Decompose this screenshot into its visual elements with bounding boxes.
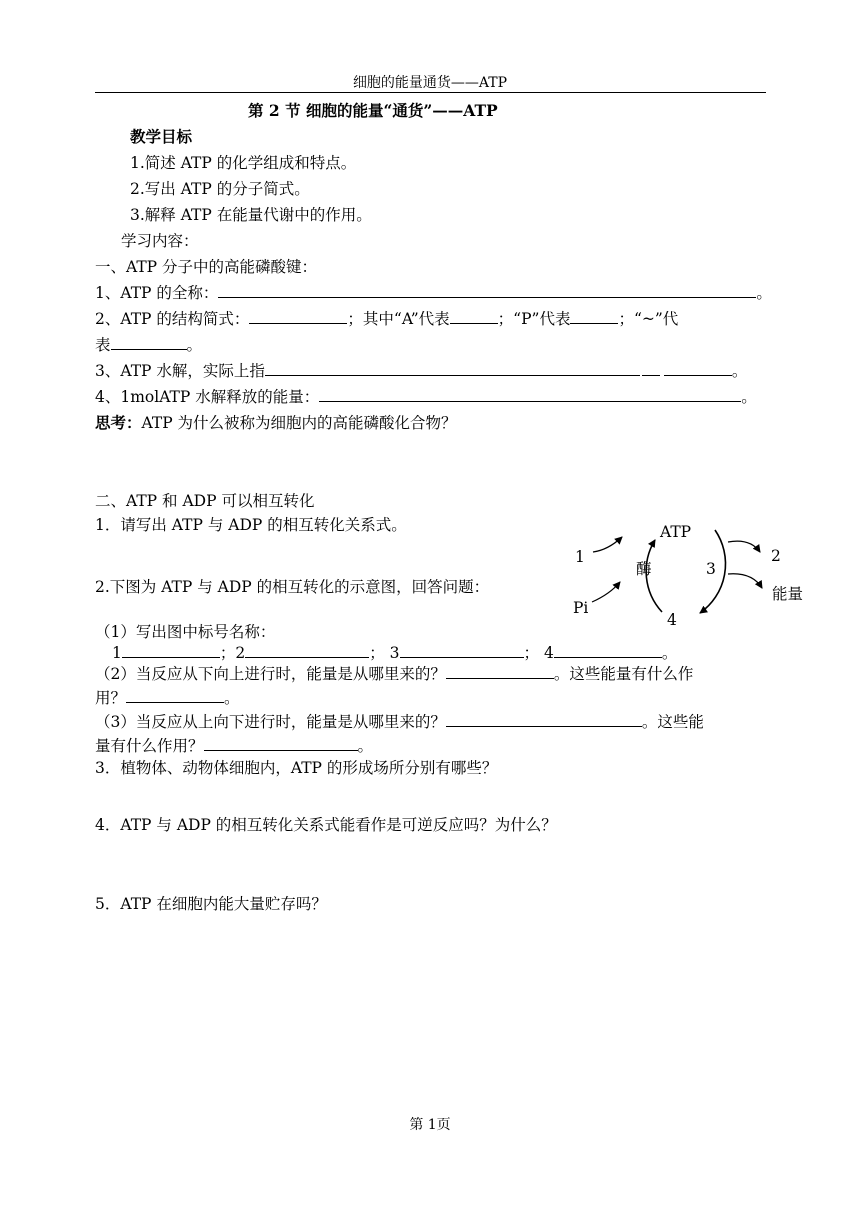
diagram-label-energy: 能量 [772,585,804,603]
part1-q2 [95,307,678,329]
period: 。 [661,644,678,662]
part2-sub1-text: （1）写出图中标号名称： [95,623,276,641]
part2-sub3-cont [95,734,373,756]
enzyme-label: 酶 [636,560,652,578]
goal-item: 3.解释 ATP 在能量代谢中的作用。 [130,206,372,224]
sub2-text-b: 。这些能量有什么作 [553,665,694,683]
answer-blank[interactable] [122,643,220,658]
sub3-text-b: 。这些能 [641,713,704,731]
part1-q1-text: 1、ATP 的全称： [95,284,219,302]
input-arrow-1 [593,537,622,552]
q2-text-c: ；“P”代表 [497,310,571,328]
part2-sub3 [95,710,704,732]
goal-item: 2.写出 ATP 的分子简式。 [130,180,310,198]
part1-q3-text: 3、ATP 水解，实际上指 [95,362,265,380]
part2-q3: 3．植物体、动物体细胞内，ATP 的形成场所分别有哪些？ [95,759,498,777]
part1-heading: 一、ATP 分子中的高能磷酸键： [95,258,318,276]
label-num: ； 3 [369,644,400,662]
diagram-label-1: 1 [575,548,585,566]
answer-blank[interactable] [554,643,662,658]
period: 。 [357,737,374,755]
think-question [95,411,457,433]
think-label: 思考： [95,413,142,432]
atp-label: ATP [660,523,692,541]
answer-blank[interactable] [249,309,347,324]
answer-blank[interactable] [400,643,524,658]
answer-blank[interactable] [218,283,756,298]
answer-blank[interactable] [265,361,640,376]
label-num: ；2 [219,644,246,662]
part2-q5: 5．ATP 在细胞内能大量贮存吗？ [95,895,327,913]
answer-blank[interactable] [319,387,741,402]
sub3-text-a: （3）当反应从上向下进行时，能量是从哪里来的？ [95,713,446,731]
label-num: 1 [112,644,122,662]
q2-text-b: ；其中“A”代表 [347,310,450,328]
period: 。 [224,689,240,707]
diagram-label-3: 3 [706,560,716,578]
part2-heading: 二、ATP 和 ADP 可以相互转化 [95,492,315,510]
think-text: ATP 为什么被称为细胞内的高能磷酸化合物？ [141,414,457,432]
answer-blank[interactable] [446,664,554,679]
sub2-text-a: （2）当反应从下向上进行时，能量是从哪里来的？ [95,665,446,683]
period: 。 [186,336,203,354]
answer-blank[interactable] [446,712,642,727]
output-arrow-energy [728,574,762,588]
answer-blank[interactable] [642,361,660,376]
part2-sub2 [95,662,693,684]
goal-item: 1.简述 ATP 的化学组成和特点。 [130,154,357,172]
diagram-label-2: 2 [771,547,781,565]
running-header: 细胞的能量通货——ATP [352,75,508,91]
input-arrow-pi [592,582,620,602]
answer-blank[interactable] [204,736,358,751]
answer-blank[interactable] [111,335,187,350]
part1-q2-cont [95,333,202,355]
period: 。 [731,362,748,380]
diagram-label-4: 4 [667,611,677,629]
part2-q4: 4．ATP 与 ADP 的相互转化关系式能看作是可逆反应吗？为什么？ [95,816,557,834]
period: 。 [756,284,772,302]
diagram-label-pi: Pi [573,599,589,617]
sub2-text-c: 用？ [95,689,127,707]
part1-q4-text: 4、1molATP 水解释放的能量： [95,388,320,406]
study-content-label: 学习内容： [121,232,199,250]
sub3-text-c: 量有什么作用？ [95,737,204,755]
answer-blank[interactable] [450,309,498,324]
atp-adp-cycle-diagram [560,510,820,635]
part1-q3 [95,359,747,381]
q2-text-d: ；“~”代 [618,310,679,328]
section-title: 第 2 节 细胞的能量“通货”——ATP [248,101,498,120]
part2-sub2-cont [95,686,240,708]
answer-blank[interactable] [126,688,224,703]
page-number: 第 1页 [409,1117,451,1133]
answer-blank[interactable] [570,309,618,324]
part2-sub1-blanks [112,641,677,663]
part2-q1: 1．请写出 ATP 与 ADP 的相互转化关系式。 [95,516,407,534]
q2-text-a: 2、ATP 的结构简式： [95,310,250,328]
part2-q2: 2.下图为 ATP 与 ADP 的相互转化的示意图，回答问题： [95,578,490,596]
part1-q4 [95,385,757,407]
header-rule [95,92,766,93]
period: 。 [741,388,757,406]
label-num: ； 4 [523,644,554,662]
q2-text-e: 表 [95,336,111,354]
answer-blank[interactable] [245,643,369,658]
goals-heading: 教学目标 [130,127,193,146]
part1-q1 [95,281,772,303]
output-arrow-2 [728,541,760,552]
answer-blank[interactable] [664,361,732,376]
